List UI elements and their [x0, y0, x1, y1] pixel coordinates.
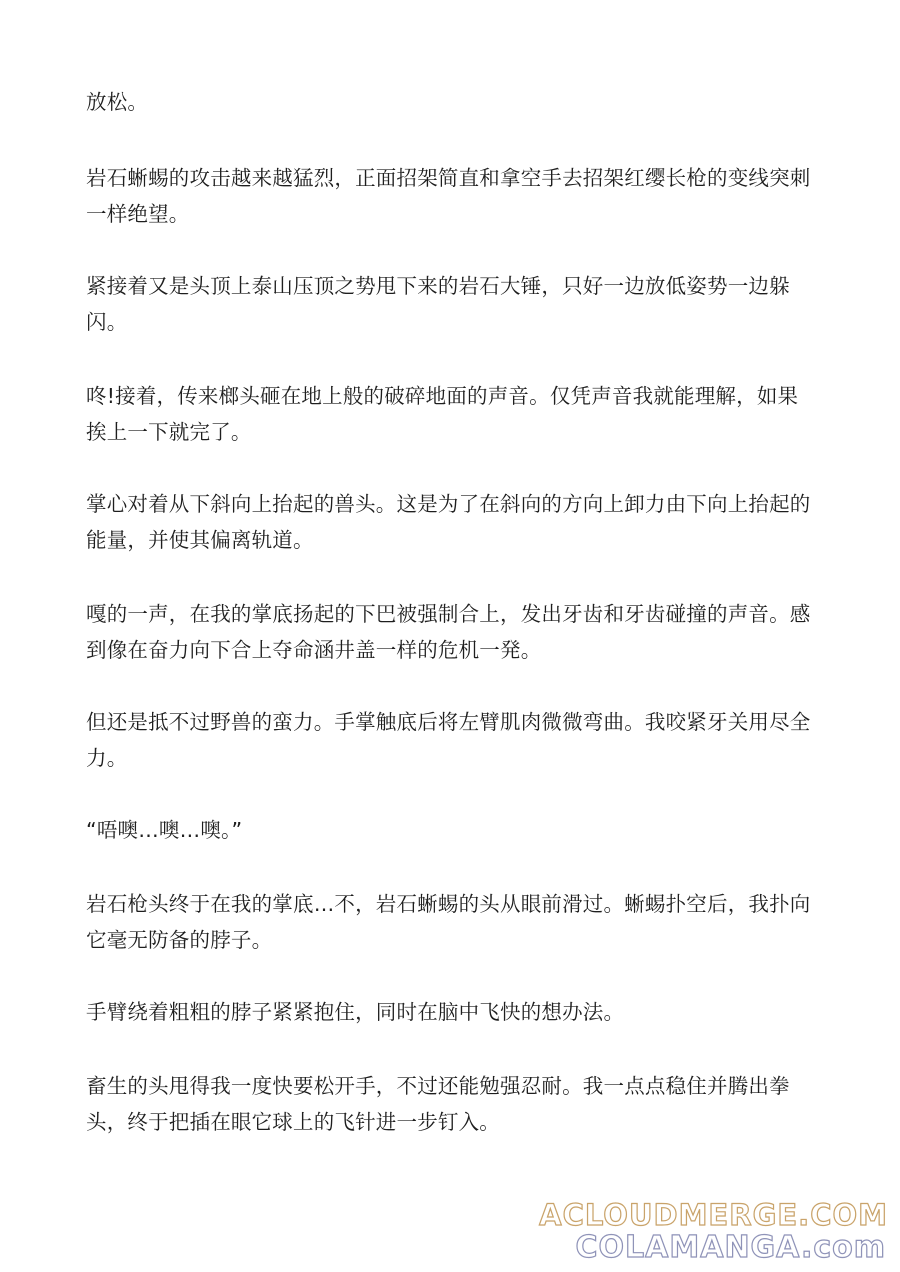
paragraph-8: “唔噢…噢…噢。”	[86, 818, 243, 842]
paragraph-4: 咚!接着，传来榔头砸在地上般的破碎地面的声音。仅凭声音我就能理解，如果挨上一下就完了。	[86, 384, 799, 444]
paragraph-1: 放松。	[86, 90, 149, 114]
paragraph-5: 掌心对着从下斜向上抬起的兽头。这是为了在斜向的方向上卸力由下向上抬起的能量，并使其偏离轨道。	[86, 492, 811, 552]
paragraph-9: 岩石枪头终于在我的掌底…不，岩石蜥蜴的头从眼前滑过。蜥蜴扑空后，我扑向它毫无防备的脖子。	[86, 892, 811, 952]
paragraph-7: 但还是抵不过野兽的蛮力。手掌触底后将左臂肌肉微微弯曲。我咬紧牙关用尽全力。	[86, 710, 811, 770]
paragraph-6: 嘎的一声，在我的掌底扬起的下巴被强制合上，发出牙齿和牙齿碰撞的声音。感到像在奋力向下合上夺命涵井盖一样的危机一発。	[86, 602, 811, 662]
paragraph-2: 岩石蜥蜴的攻击越来越猛烈，正面招架简直和拿空手去招架红缨长枪的变线突刺一样绝望。	[86, 166, 811, 226]
watermark-acloudmerge: ACLOUDMERGE.COM	[539, 1198, 888, 1232]
watermark-colamanga: COLAMANGA.com	[575, 1230, 886, 1265]
paragraph-3: 紧接着又是头顶上泰山压顶之势甩下来的岩石大锤，只好一边放低姿势一边躲闪。	[86, 274, 790, 334]
paragraph-11: 畜生的头甩得我一度快要松开手，不过还能勉强忍耐。我一点点稳住并腾出拳头，终于把插在眼它球上的飞针进一步钉入。	[86, 1074, 790, 1134]
paragraph-10: 手臂绕着粗粗的脖子紧紧抱住，同时在脑中飞快的想办法。	[86, 1000, 625, 1024]
